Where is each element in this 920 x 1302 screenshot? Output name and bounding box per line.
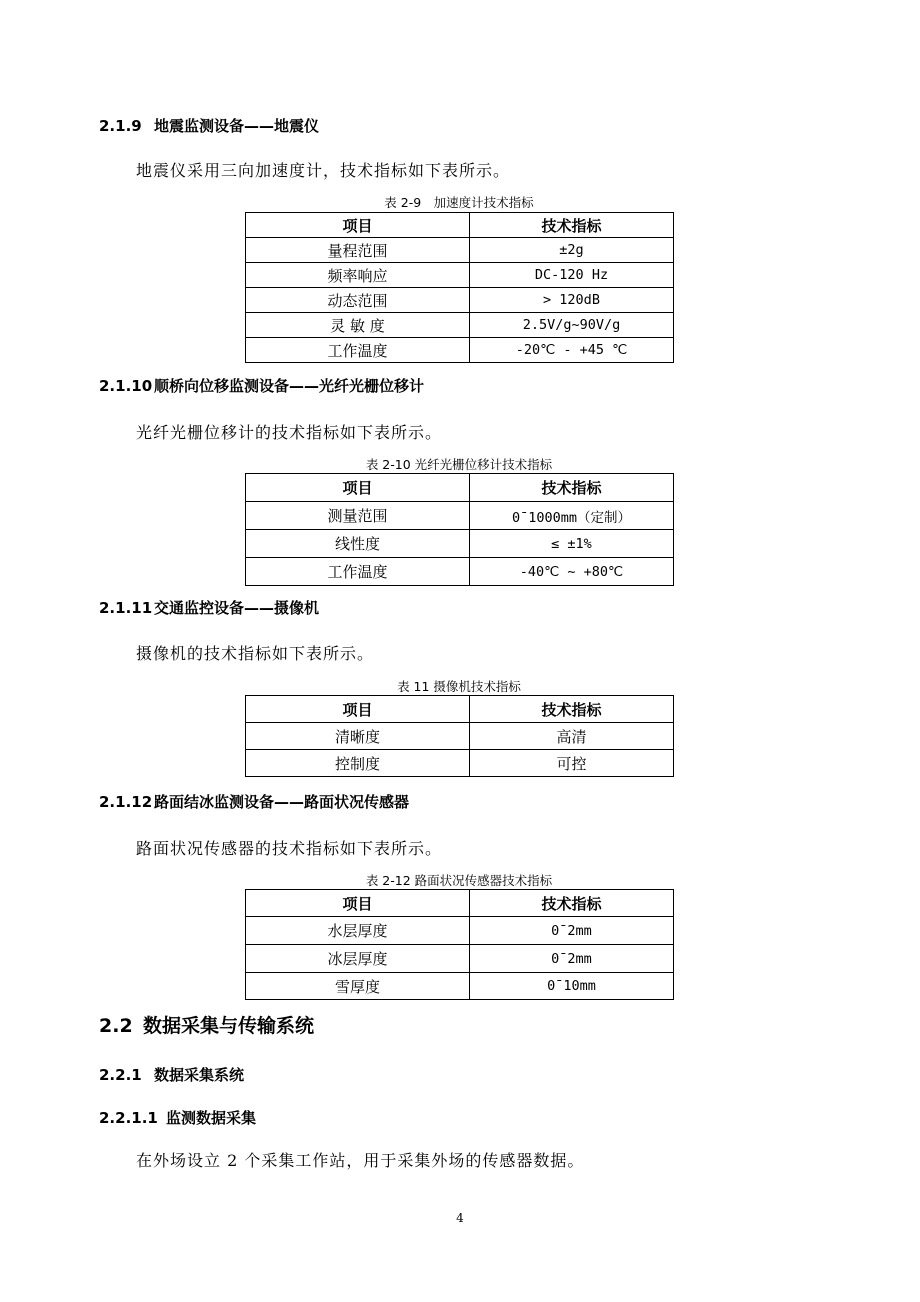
section-number: 2.2 — [99, 1015, 133, 1037]
section-title: 地震监测设备——地震仪 — [154, 117, 320, 135]
section-heading-2-1-9 — [99, 115, 319, 136]
section-heading-2-1-11 — [99, 597, 319, 618]
table-row — [246, 288, 674, 313]
cell-item: 清晰度 — [246, 723, 470, 750]
table-row — [246, 502, 674, 530]
cell-spec: 2.5V/g~90V/g — [470, 313, 674, 338]
table-row — [246, 917, 674, 945]
cell-spec: -40℃ ~ +80℃ — [470, 558, 674, 586]
table-caption: 表 2-10 光纤光栅位移计技术指标 — [365, 457, 553, 472]
table-row — [246, 723, 674, 750]
table-header-row — [246, 474, 674, 502]
section-title: 顺桥向位移监测设备——光纤光栅位移计 — [154, 377, 425, 395]
table-caption: 表 11 摄像机技术指标 — [397, 679, 521, 694]
table-row — [246, 973, 674, 1000]
section-heading-2-2-1-1 — [99, 1107, 256, 1128]
cell-item: 测量范围 — [246, 502, 470, 530]
paragraph: 摄像机的技术指标如下表所示。 — [136, 644, 375, 663]
cell-spec: 可控 — [470, 750, 674, 777]
section-title: 路面结冰监测设备——路面状况传感器 — [154, 793, 410, 811]
cell-item: 控制度 — [246, 750, 470, 777]
cell-item: 线性度 — [246, 530, 470, 558]
cell-spec: 0¯1000mm（定制） — [470, 502, 674, 530]
table-row — [246, 338, 674, 363]
table-caption: 表 2-9 加速度计技术指标 — [384, 195, 534, 210]
section-title: 数据采集系统 — [154, 1066, 245, 1084]
cell-item: 灵 敏 度 — [246, 313, 470, 338]
cell-spec: > 120dB — [470, 288, 674, 313]
header-item: 项目 — [246, 696, 470, 723]
cell-item: 量程范围 — [246, 238, 470, 263]
section-heading-2-2-1 — [99, 1064, 244, 1085]
table-row — [246, 530, 674, 558]
spec-table-2-12 — [245, 889, 674, 1000]
section-number: 2.2.1.1 — [99, 1109, 158, 1127]
section-title: 监测数据采集 — [166, 1109, 257, 1127]
cell-spec: -20℃ - +45 ℃ — [470, 338, 674, 363]
section-heading-2-1-12 — [99, 791, 409, 812]
paragraph: 路面状况传感器的技术指标如下表所示。 — [136, 839, 443, 858]
cell-item: 工作温度 — [246, 558, 470, 586]
cell-item: 工作温度 — [246, 338, 470, 363]
header-item: 项目 — [246, 890, 470, 917]
section-number: 2.2.1 — [99, 1066, 142, 1084]
cell-item: 动态范围 — [246, 288, 470, 313]
table-header-row — [246, 696, 674, 723]
section-title: 交通监控设备——摄像机 — [154, 599, 320, 617]
cell-item: 雪厚度 — [246, 973, 470, 1000]
cell-spec: 高清 — [470, 723, 674, 750]
header-spec: 技术指标 — [470, 474, 674, 502]
table-row — [246, 558, 674, 586]
paragraph: 在外场设立 2 个采集工作站，用于采集外场的传感器数据。 — [136, 1151, 585, 1170]
header-spec: 技术指标 — [470, 890, 674, 917]
paragraph: 光纤光栅位移计的技术指标如下表所示。 — [136, 423, 443, 442]
table-row — [246, 238, 674, 263]
table-header-row — [246, 890, 674, 917]
header-spec: 技术指标 — [470, 696, 674, 723]
section-number: 2.1.9 — [99, 117, 142, 135]
cell-item: 频率响应 — [246, 263, 470, 288]
cell-spec: 0¯2mm — [470, 917, 674, 945]
section-number: 2.1.11 — [99, 599, 153, 617]
section-heading-2-2 — [99, 1011, 314, 1038]
paragraph: 地震仪采用三向加速度计，技术指标如下表所示。 — [136, 161, 511, 180]
cell-spec: 0¯2mm — [470, 945, 674, 973]
page-number: 4 — [456, 1211, 464, 1225]
cell-spec: ≤ ±1% — [470, 530, 674, 558]
table-caption: 表 2-12 路面状况传感器技术指标 — [365, 873, 553, 888]
section-number: 2.1.12 — [99, 793, 153, 811]
cell-item: 水层厚度 — [246, 917, 470, 945]
table-row — [246, 313, 674, 338]
header-item: 项目 — [246, 474, 470, 502]
table-row — [246, 750, 674, 777]
section-title: 数据采集与传输系统 — [143, 1015, 315, 1037]
cell-spec: ±2g — [470, 238, 674, 263]
table-row — [246, 945, 674, 973]
cell-item: 冰层厚度 — [246, 945, 470, 973]
header-item: 项目 — [246, 213, 470, 238]
section-number: 2.1.10 — [99, 377, 153, 395]
spec-table-2-9 — [245, 212, 674, 363]
spec-table-11 — [245, 695, 674, 777]
table-header-row — [246, 213, 674, 238]
cell-spec: DC-120 Hz — [470, 263, 674, 288]
cell-spec: 0¯10mm — [470, 973, 674, 1000]
header-spec: 技术指标 — [470, 213, 674, 238]
spec-table-2-10 — [245, 473, 674, 586]
section-heading-2-1-10 — [99, 375, 424, 396]
table-row — [246, 263, 674, 288]
